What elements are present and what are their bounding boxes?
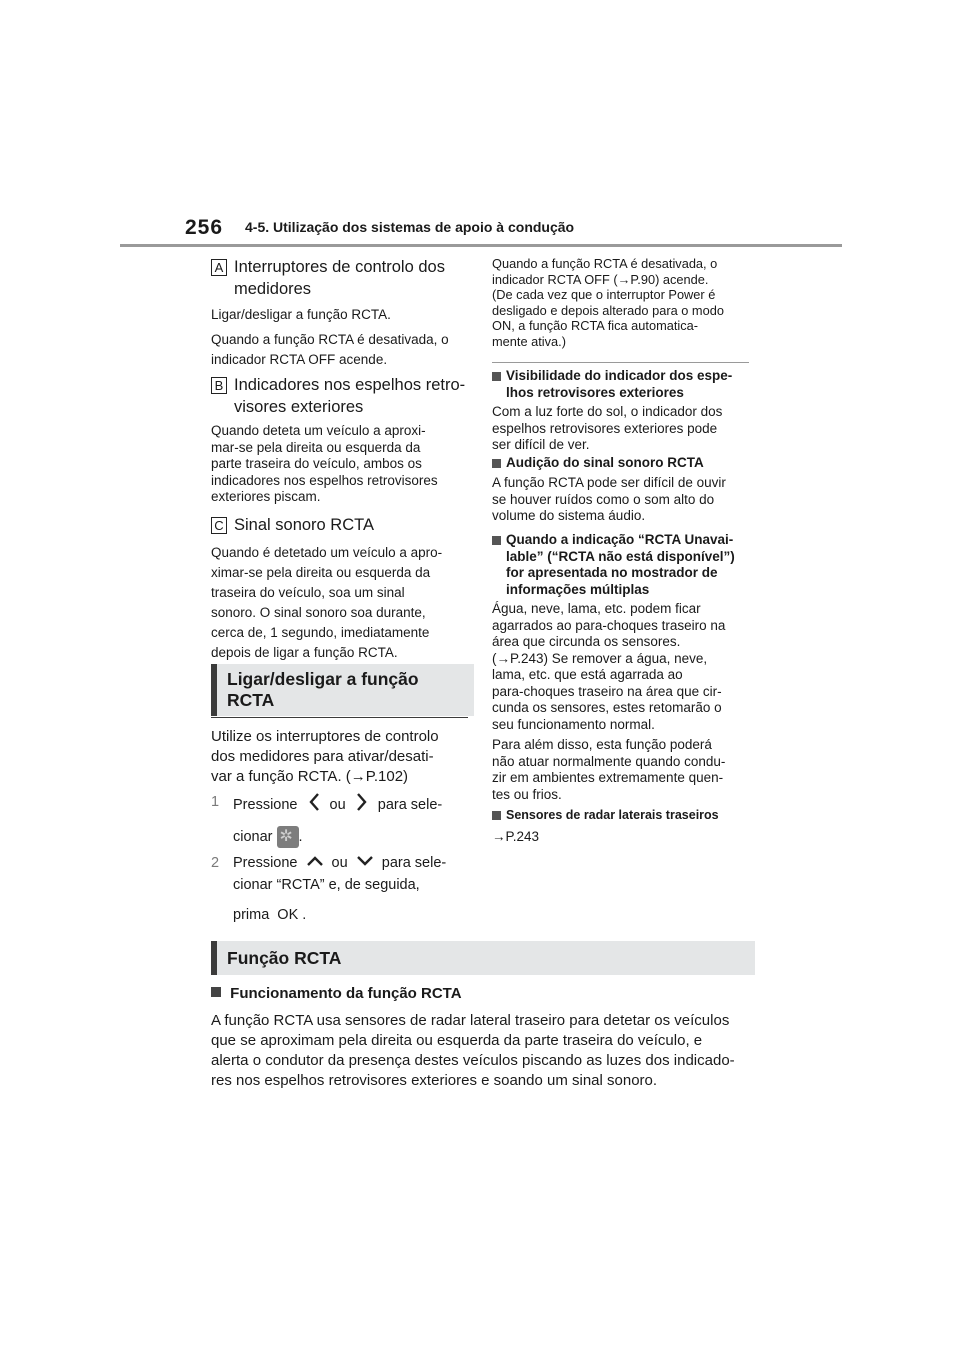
- square-bullet-icon: [492, 372, 501, 381]
- item-c-description: Quando é detetado um veículo a apro- ximar-se pela direita ou esquerda da traseira do veículo, soa um sinal sonoro. O sinal sonoro soa durante, cerca de, 1 segundo, imediatamente depois de ligar a função RCTA.: [211, 545, 443, 660]
- item-c-heading: C Sinal sonoro RCTA: [211, 514, 471, 536]
- square-bullet-icon: [492, 536, 501, 545]
- letter-c-label: C: [211, 517, 227, 534]
- header-divider: [120, 244, 842, 247]
- item-a-heading: A Interruptores de controlo dos medidores: [211, 256, 471, 300]
- ok-button-label: OK: [277, 907, 299, 924]
- toggle-intro: Utilize os interruptores de controlo dos medidores para ativar/desati- var a função RCTA. (→P.102): [211, 728, 439, 785]
- letter-a-label: A: [211, 259, 227, 276]
- unavailable-heading: Quando a indicação “RCTA Unavai- lable” (“RCTA não está disponível”) for apresentada no mostrador de informações múltiplas: [492, 532, 754, 598]
- chevron-left-icon: [308, 792, 320, 818]
- square-bullet-icon: [211, 987, 221, 997]
- section-heading-toggle-rcta: Ligar/desligar a função RCTA: [211, 664, 474, 716]
- radar-sensors-reference: →P.243: [492, 829, 540, 844]
- square-bullet-icon: [492, 459, 501, 468]
- item-b-heading: B Indicadores nos espelhos retro- visores exteriores: [211, 374, 471, 418]
- section-underline: [211, 717, 468, 718]
- section-heading-rcta-function: Função RCTA: [211, 941, 755, 975]
- step-1: 1 Pressione ou para sele- cionar ✲ .: [211, 792, 473, 848]
- step-2: 2 Pressione ou para sele- cionar “RCTA” e, de seguida, prima OK .: [211, 855, 447, 924]
- chevron-down-icon: [356, 853, 374, 873]
- audibility-heading: Audição do sinal sonoro RCTA: [492, 455, 754, 472]
- visibility-heading: Visibilidade do indicador dos espe- lhos retrovisores exteriores: [492, 368, 754, 401]
- item-b-description: Quando deteta um veículo a aproxi- mar-se pela direita ou esquerda da parte traseira do veículo, ambos os indicadores nos espelhos retrovisores exteriores piscam.: [211, 423, 438, 504]
- square-bullet-icon: [492, 811, 501, 820]
- step-number: 1: [211, 794, 220, 810]
- rcta-operation-heading: Funcionamento da função RCTA: [211, 985, 751, 1003]
- chevron-up-icon: [306, 853, 324, 873]
- item-a-description: Ligar/desligar a função RCTA. Quando a função RCTA é desativada, o indicador RCTA OFF acende.: [211, 307, 449, 367]
- right-divider: [492, 362, 749, 363]
- visibility-text: Com a luz forte do sol, o indicador dos espelhos retrovisores exteriores pode ser difícil de ver.: [492, 404, 723, 452]
- rcta-off-note: Quando a função RCTA é desativada, o indicador RCTA OFF (→P.90) acende. (De cada vez que o interruptor Power é desligado e depois alterado para o modo ON, a função RCTA fica automatica- mente ativa.): [492, 256, 724, 349]
- unavailable-text: Água, neve, lama, etc. podem ficar agarrados ao para-choques traseiro na área que circunda os sensores. (→P.243) Se remover a água, neve, lama, etc. que está agarrada ao para-choques traseiro na área que cir- cunda os sensores, estes retomarão o seu funcionamento normal. Para além disso, esta função poderá não atuar normalmente quando condu- zir em ambientes extremamente quen- tes ou frios.: [492, 601, 726, 802]
- letter-b-label: B: [211, 377, 227, 394]
- chapter-title: 4-5. Utilização dos sistemas de apoio à condução: [245, 219, 575, 235]
- gear-icon: ✲: [277, 826, 299, 848]
- step-number: 2: [211, 855, 220, 871]
- audibility-text: A função RCTA pode ser difícil de ouvir se houver ruídos como o som alto do volume do sistema áudio.: [492, 475, 726, 523]
- chevron-right-icon: [356, 792, 368, 818]
- rcta-operation-text: A função RCTA usa sensores de radar lateral traseiro para detetar os veículos que se aproximam pela direita ou esquerda da parte traseira do veículo, e alerta o condutor da presença destes veículos piscando as luzes dos indicado- res nos espelhos retrovisores exteriores e soando um sinal sonoro.: [211, 1012, 735, 1089]
- page-number: 256: [185, 216, 224, 239]
- radar-sensors-heading: Sensores de radar laterais traseiros: [492, 807, 754, 824]
